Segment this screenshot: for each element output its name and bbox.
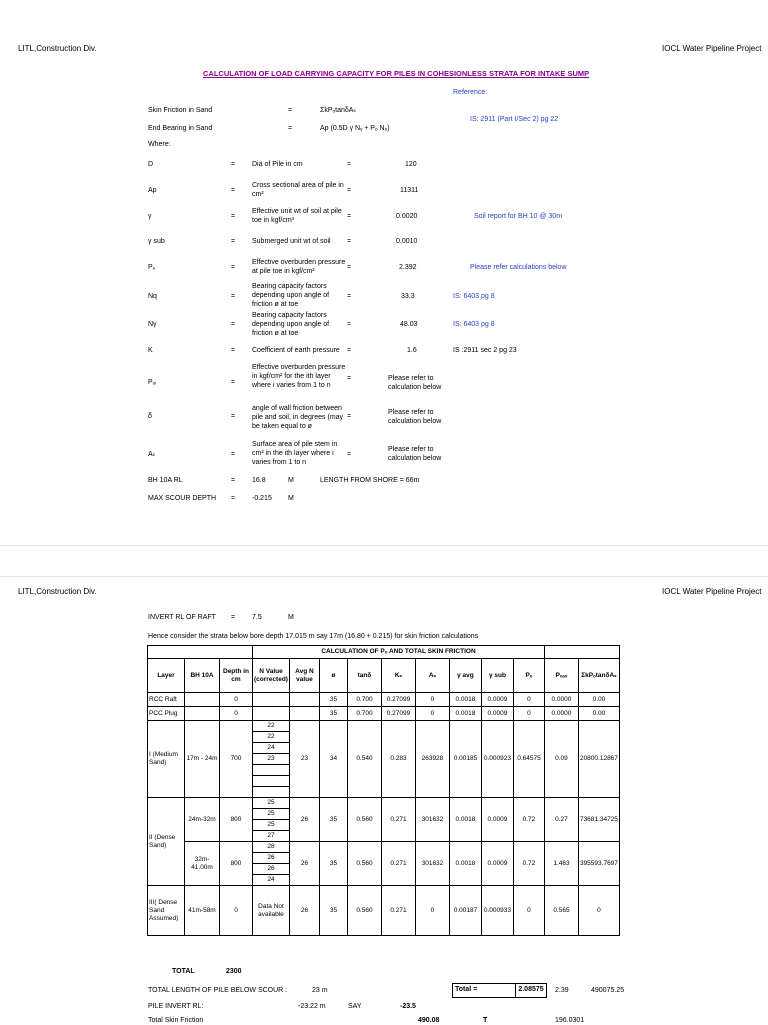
eq-sign: = bbox=[231, 238, 236, 245]
sym-as: Aₛ bbox=[148, 451, 156, 458]
cell: 26 bbox=[289, 798, 319, 842]
cell: 22 bbox=[253, 721, 290, 732]
total-skin-unit: T bbox=[483, 1017, 488, 1024]
desc-gamma-sub: Submerged unit wt of soil bbox=[252, 238, 331, 245]
length-val: 23 m bbox=[312, 987, 328, 994]
table-row bbox=[148, 721, 620, 732]
eq-sign: = bbox=[231, 614, 236, 621]
say-val: -23.5 bbox=[400, 1003, 416, 1010]
cell: 0 bbox=[415, 707, 449, 721]
bh-note: LENGTH FROM SHORE = 66m bbox=[320, 477, 420, 484]
cell: RCC Raft bbox=[148, 693, 185, 707]
cell: 28 bbox=[253, 842, 290, 853]
val-po: 2.392 bbox=[399, 264, 417, 271]
cell: II (Dense Sand) bbox=[148, 798, 185, 886]
sym-d: D bbox=[148, 161, 154, 168]
eq-sign: = bbox=[347, 187, 352, 194]
eq-sign: = bbox=[347, 413, 352, 420]
sym-po: Pₒ bbox=[148, 264, 156, 271]
eq-sign: = bbox=[347, 375, 352, 382]
skin-friction-formula: ΣkPₒtanδAₛ bbox=[320, 107, 357, 114]
cell bbox=[253, 765, 290, 776]
col-header: Kₛ bbox=[381, 659, 415, 693]
cell: 24m-32m bbox=[185, 798, 220, 842]
cell: 0.0009 bbox=[481, 842, 513, 886]
total-depth: 2300 bbox=[226, 968, 242, 975]
cell: 0.700 bbox=[347, 693, 381, 707]
col-header: Avg N value bbox=[289, 659, 319, 693]
total-skin-other: 196.0301 bbox=[555, 1017, 585, 1024]
val-d: 120 bbox=[405, 161, 417, 168]
cell: 800 bbox=[220, 842, 253, 886]
eq-sign: = bbox=[231, 451, 236, 458]
cell: 0.0018 bbox=[449, 707, 481, 721]
cell: 0.27 bbox=[544, 798, 578, 842]
pile-invert-label: PILE INVERT RL: bbox=[148, 1003, 204, 1010]
cell bbox=[289, 707, 319, 721]
page1-header-right: IOCL Water Pipeline Project bbox=[662, 44, 762, 53]
cell: 0 bbox=[415, 886, 449, 936]
table-row bbox=[148, 886, 620, 936]
val-as: Please refer to calculation below bbox=[388, 446, 442, 462]
col-header: Pₒ bbox=[513, 659, 544, 693]
cell: 24 bbox=[253, 743, 290, 754]
invert-unit: M bbox=[288, 614, 294, 621]
total-sum: 490075.25 bbox=[591, 987, 625, 994]
cell: 0.271 bbox=[381, 886, 415, 936]
page1-header-left: LITL,Construction Div. bbox=[18, 44, 97, 53]
eq-sign: = bbox=[347, 238, 352, 245]
cell: 0.00185 bbox=[449, 721, 481, 798]
cell: 0.271 bbox=[381, 798, 415, 842]
val-gamma: 0.0020 bbox=[396, 213, 418, 220]
cell: 0 bbox=[415, 693, 449, 707]
cell: 20800.12867 bbox=[578, 721, 619, 798]
cell: 26 bbox=[253, 864, 290, 875]
cell: 27 bbox=[253, 831, 290, 842]
ref-gamma: Soil report for BH 10 @ 30m bbox=[474, 213, 563, 220]
invert-val: 7.5 bbox=[252, 614, 262, 621]
cell: 23 bbox=[289, 721, 319, 798]
sym-ap: Ap bbox=[148, 187, 157, 194]
val-ngamma: 48.03 bbox=[400, 321, 418, 328]
cell: 0 bbox=[220, 707, 253, 721]
cell: 26 bbox=[289, 842, 319, 886]
scour-val: -0.215 bbox=[252, 495, 272, 502]
eq-sign: = bbox=[231, 293, 236, 300]
col-header: ø bbox=[319, 659, 347, 693]
bh-unit: M bbox=[288, 477, 294, 484]
cell: I (Medium Sand) bbox=[148, 721, 185, 798]
ref-po: Please refer calculations below bbox=[470, 264, 567, 271]
cell bbox=[253, 707, 290, 721]
cell bbox=[289, 693, 319, 707]
eq-sign: = bbox=[288, 125, 293, 132]
end-bearing-formula: Ap (0.5D γ Nᵧ + Pₒ Nₑ) bbox=[320, 125, 390, 132]
cell: 700 bbox=[220, 721, 253, 798]
table-row bbox=[148, 842, 620, 853]
desc-delta: angle of wall friction between pile and soil, in degrees (may be taken equal to ø bbox=[252, 405, 344, 430]
cell: 73681.34725 bbox=[578, 798, 619, 842]
ref-k: IS :2911 sec 2 pg 23 bbox=[453, 347, 517, 354]
scour-label: MAX SCOUR DEPTH bbox=[148, 495, 217, 502]
desc-nq: Bearing capacity factors depending upon angle of friction ø at toe bbox=[252, 283, 330, 308]
cell: 0.27099 bbox=[381, 707, 415, 721]
pile-invert-val: -23.22 m bbox=[298, 1003, 326, 1010]
val-k: 1.6 bbox=[407, 347, 417, 354]
total-poav: 2.39 bbox=[555, 987, 569, 994]
cell: 41m-58m bbox=[185, 886, 220, 936]
cell: 0.560 bbox=[347, 886, 381, 936]
eq-sign: = bbox=[231, 495, 236, 502]
col-header: γ sub bbox=[481, 659, 513, 693]
cell: 26 bbox=[289, 886, 319, 936]
eq-sign: = bbox=[231, 264, 236, 271]
cell: 0.0009 bbox=[481, 693, 513, 707]
col-header: N Value (corrected) bbox=[253, 659, 290, 693]
cell: III( Dense Sand Assumed) bbox=[148, 886, 185, 936]
cell: 1.463 bbox=[544, 842, 578, 886]
cell: 301632 bbox=[415, 842, 449, 886]
eq-sign: = bbox=[231, 379, 236, 386]
cell bbox=[185, 693, 220, 707]
cell: 25 bbox=[253, 820, 290, 831]
cell: 0.72 bbox=[513, 842, 544, 886]
eq-sign: = bbox=[347, 347, 352, 354]
cell: 0.0000 bbox=[544, 707, 578, 721]
desc-as: Surface area of pile stem in cm² in the ith layer where i varies from 1 to n bbox=[252, 441, 338, 466]
cell: 0.64575 bbox=[513, 721, 544, 798]
page2-header-right: IOCL Water Pipeline Project bbox=[662, 587, 762, 596]
desc-d: Dia of Pile in cm bbox=[252, 161, 303, 168]
val-poi: Please refer to calculation below bbox=[388, 375, 442, 391]
sym-poi: Pₒᵢ bbox=[148, 379, 157, 386]
cell: 0.271 bbox=[381, 842, 415, 886]
cell: 263928 bbox=[415, 721, 449, 798]
cell: PCC Plug bbox=[148, 707, 185, 721]
sym-k: K bbox=[148, 347, 153, 354]
eq-sign: = bbox=[231, 187, 236, 194]
cell: 0.0018 bbox=[449, 693, 481, 707]
eq-sign: = bbox=[347, 161, 352, 168]
cell: 0 bbox=[513, 707, 544, 721]
page-gap bbox=[0, 545, 768, 577]
cell: 0.00 bbox=[578, 707, 619, 721]
total-po: 2.08575 bbox=[515, 983, 547, 998]
desc-po: Effective overburden pressure at pile toe in kgf/cm² bbox=[252, 259, 346, 275]
cell: 17m - 24m bbox=[185, 721, 220, 798]
desc-ngamma: Bearing capacity factors depending upon angle of friction ø at toe bbox=[252, 312, 330, 337]
cell bbox=[185, 707, 220, 721]
cell: 0.700 bbox=[347, 707, 381, 721]
cell: 395593.7697 bbox=[578, 842, 619, 886]
table-row bbox=[148, 693, 620, 707]
cell: 22 bbox=[253, 732, 290, 743]
skin-friction-label: Skin Friction in Sand bbox=[148, 107, 213, 114]
eq-sign: = bbox=[231, 213, 236, 220]
col-header: Layer bbox=[148, 659, 185, 693]
ref-ngamma: IS: 6403 pg 8 bbox=[453, 321, 495, 328]
val-ap: 11311 bbox=[400, 187, 419, 194]
cell: 0.0000 bbox=[544, 693, 578, 707]
val-delta: Please refer to calculation below bbox=[388, 409, 442, 425]
cell: 0.000923 bbox=[481, 721, 513, 798]
cell: 35 bbox=[319, 798, 347, 842]
bh-label: BH 10A RL bbox=[148, 477, 183, 484]
eq-sign: = bbox=[347, 213, 352, 220]
val-gamma-sub: 0.0010 bbox=[396, 238, 418, 245]
table-row bbox=[148, 798, 620, 809]
cell: 0.560 bbox=[347, 798, 381, 842]
cell: 35 bbox=[319, 886, 347, 936]
scour-unit: M bbox=[288, 495, 294, 502]
col-header: Pₒₐᵥ bbox=[544, 659, 578, 693]
strata-note: Hence consider the strata below bore depth 17.015 m say 17m (16.80 + 0.215) for skin friction calculations bbox=[148, 633, 479, 640]
sym-nq: Nq bbox=[148, 293, 157, 300]
reference-is: IS: 2911 (Part I/Sec 2) pg 22 bbox=[470, 116, 559, 123]
sym-ngamma: Nγ bbox=[148, 321, 157, 328]
desc-ap: Cross sectional area of pile in cm² bbox=[252, 182, 344, 198]
cell: 301632 bbox=[415, 798, 449, 842]
say-label: SAY bbox=[348, 1003, 362, 1010]
col-header: ΣkPₒtanδAₛ bbox=[578, 659, 619, 693]
eq-sign: = bbox=[288, 107, 293, 114]
table-title: CALCULATION OF Pₒ AND TOTAL SKIN FRICTION bbox=[253, 646, 545, 659]
where-label: Where: bbox=[148, 141, 171, 148]
eq-sign: = bbox=[347, 293, 352, 300]
cell: 0.0009 bbox=[481, 798, 513, 842]
eq-sign: = bbox=[231, 413, 236, 420]
cell: 0 bbox=[513, 693, 544, 707]
cell: 0 bbox=[513, 886, 544, 936]
sym-delta: δ bbox=[148, 413, 152, 420]
cell: 34 bbox=[319, 721, 347, 798]
cell: 0.283 bbox=[381, 721, 415, 798]
cell: 0 bbox=[220, 693, 253, 707]
cell: 25 bbox=[253, 809, 290, 820]
eq-sign: = bbox=[231, 321, 236, 328]
eq-sign: = bbox=[231, 477, 236, 484]
invert-label: INVERT RL OF RAFT bbox=[148, 614, 216, 621]
col-header: tanδ bbox=[347, 659, 381, 693]
table-row bbox=[148, 707, 620, 721]
val-nq: 33.3 bbox=[401, 293, 415, 300]
desc-gamma: Effective unit wt of soil at pile toe in kgf/cm³ bbox=[252, 208, 342, 224]
total-label: TOTAL bbox=[172, 968, 195, 975]
sym-gamma: γ bbox=[148, 213, 152, 220]
page2-header-left: LITL,Construction Div. bbox=[18, 587, 97, 596]
eq-sign: = bbox=[347, 321, 352, 328]
cell: 0 bbox=[220, 886, 253, 936]
total-skin-val: 490.08 bbox=[418, 1017, 440, 1024]
cell: 35 bbox=[319, 842, 347, 886]
length-label: TOTAL LENGTH OF PILE BELOW SCOUR : bbox=[148, 987, 288, 994]
eq-sign: = bbox=[347, 451, 352, 458]
cell: 0.09 bbox=[544, 721, 578, 798]
desc-poi: Effective overburden pressure in kgf/cm² for the ith layer where i varies from 1 to n bbox=[252, 364, 346, 389]
cell: 0.72 bbox=[513, 798, 544, 842]
cell: 0.0018 bbox=[449, 842, 481, 886]
col-header: BH 10A bbox=[185, 659, 220, 693]
cell: 0.540 bbox=[347, 721, 381, 798]
cell: 24 bbox=[253, 875, 290, 886]
eq-sign: = bbox=[347, 264, 352, 271]
bh-val: 16.8 bbox=[252, 477, 266, 484]
end-bearing-label: End Bearing in Sand bbox=[148, 125, 213, 132]
cell: 25 bbox=[253, 798, 290, 809]
sym-gamma-sub: γ sub bbox=[148, 238, 165, 245]
total-skin-label: Total Skin Friction bbox=[148, 1017, 204, 1024]
cell bbox=[253, 776, 290, 787]
cell: 26 bbox=[253, 853, 290, 864]
ref-nq: IS: 6403 pg 8 bbox=[453, 293, 495, 300]
desc-k: Coefficient of earth pressure bbox=[252, 347, 340, 354]
cell: 800 bbox=[220, 798, 253, 842]
reference-label: Reference: bbox=[453, 89, 488, 96]
cell: 0.00 bbox=[578, 693, 619, 707]
page1-title: CALCULATION OF LOAD CARRYING CAPACITY FOR PILES IN COHESIONLESS STRATA FOR INTAKE SUMP bbox=[203, 69, 590, 78]
cell bbox=[253, 693, 290, 707]
total-eq: Total = bbox=[452, 983, 516, 998]
cell: 0.27099 bbox=[381, 693, 415, 707]
eq-sign: = bbox=[231, 161, 236, 168]
col-header: Aₛ bbox=[415, 659, 449, 693]
cell: 0.000933 bbox=[481, 886, 513, 936]
cell: 35 bbox=[319, 693, 347, 707]
cell: 0.560 bbox=[347, 842, 381, 886]
col-header: Depth in cm bbox=[220, 659, 253, 693]
cell: Data Not available bbox=[253, 886, 290, 936]
cell bbox=[253, 787, 290, 798]
cell: 23 bbox=[253, 754, 290, 765]
cell: 0.565 bbox=[544, 886, 578, 936]
col-header: γ avg bbox=[449, 659, 481, 693]
cell: 0.00187 bbox=[449, 886, 481, 936]
cell: 0.0009 bbox=[481, 707, 513, 721]
cell: 32m-41.00m bbox=[185, 842, 220, 886]
cell: 0 bbox=[578, 886, 619, 936]
cell: 0.0018 bbox=[449, 798, 481, 842]
cell: 35 bbox=[319, 707, 347, 721]
skin-friction-table bbox=[147, 645, 620, 936]
eq-sign: = bbox=[231, 347, 236, 354]
